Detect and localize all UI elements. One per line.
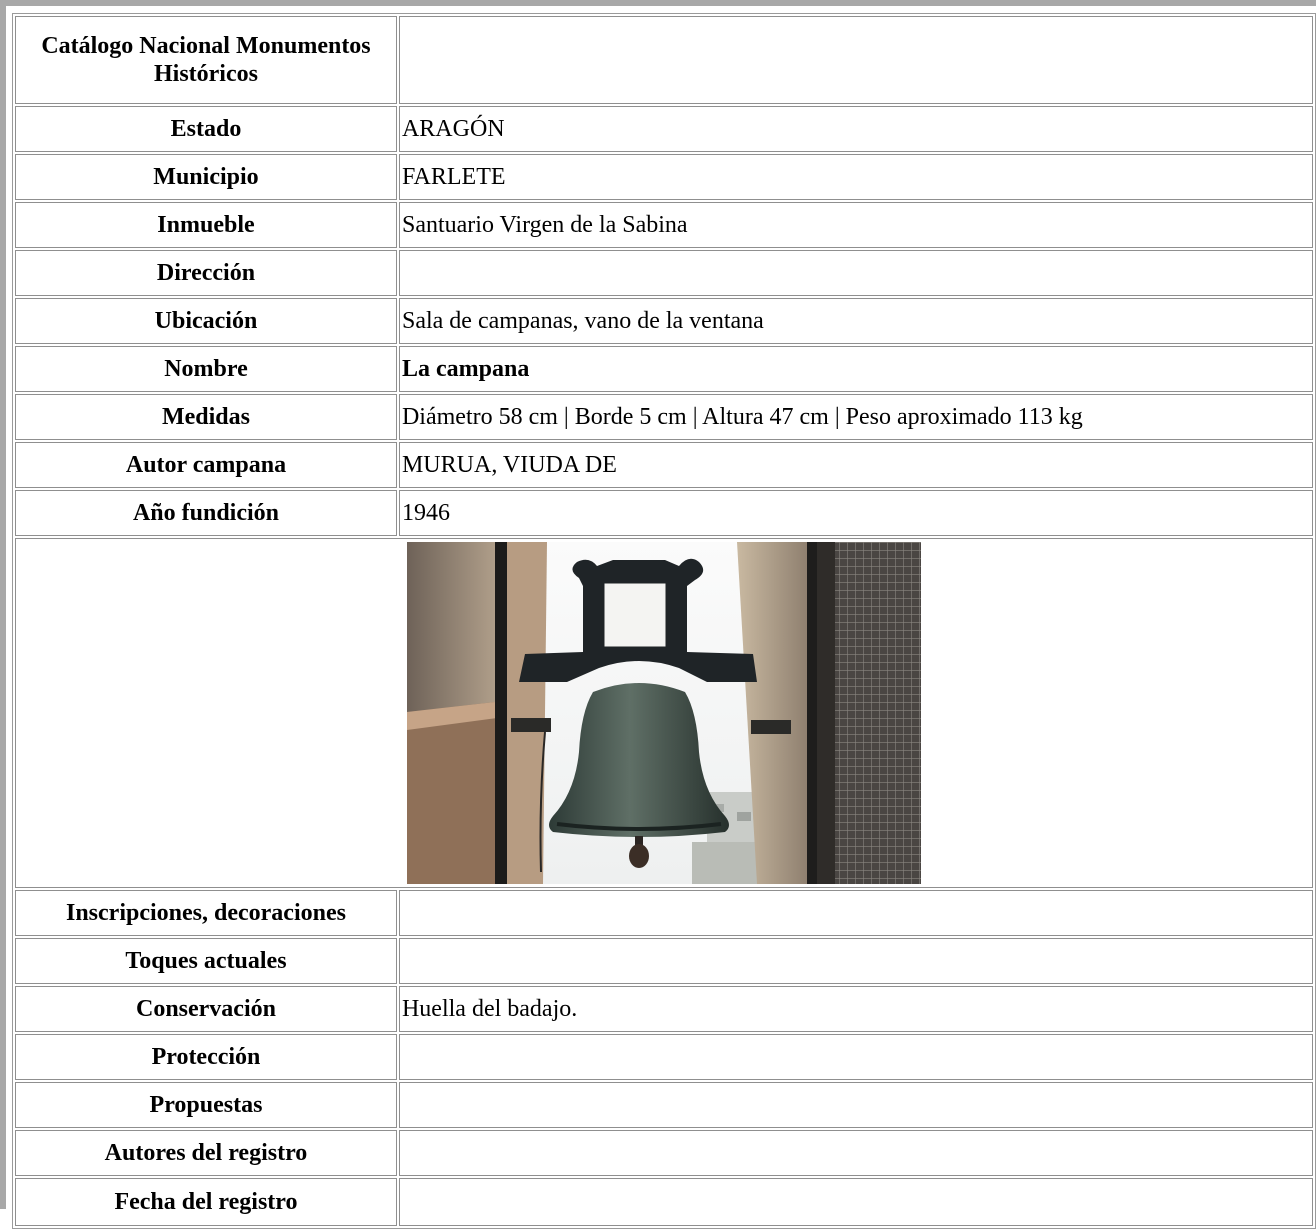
table-row xyxy=(15,106,1313,152)
row-label-conservacion: Conservación xyxy=(15,986,397,1032)
table-row xyxy=(15,394,1313,440)
row-value-inmueble: Santuario Virgen de la Sabina xyxy=(399,202,1313,248)
row-label-inscripciones: Inscripciones, decoraciones xyxy=(15,890,397,936)
row-label-ubicacion: Ubicación xyxy=(15,298,397,344)
table-row xyxy=(15,986,1313,1032)
row-value-fecha-registro xyxy=(399,1178,1313,1226)
row-label-inmueble: Inmueble xyxy=(15,202,397,248)
row-value-municipio: FARLETE xyxy=(399,154,1313,200)
row-label-autores-registro: Autores del registro xyxy=(15,1130,397,1176)
row-label-propuestas: Propuestas xyxy=(15,1082,397,1128)
row-label-direccion: Dirección xyxy=(15,250,397,296)
row-value-ubicacion: Sala de campanas, vano de la ventana xyxy=(399,298,1313,344)
row-label-catalogo: Catálogo Nacional Monumentos Históricos xyxy=(15,16,397,104)
row-value-autores-registro xyxy=(399,1130,1313,1176)
row-label-autor-campana: Autor campana xyxy=(15,442,397,488)
row-value-catalogo xyxy=(399,16,1313,104)
row-label-nombre: Nombre xyxy=(15,346,397,392)
row-value-inscripciones xyxy=(399,890,1313,936)
row-value-medidas: Diámetro 58 cm | Borde 5 cm | Altura 47 cm | Peso aproximado 113 kg xyxy=(399,394,1313,440)
row-value-autor-campana: MURUA, VIUDA DE xyxy=(399,442,1313,488)
row-value-nombre: La campana xyxy=(399,346,1313,392)
row-value-estado: ARAGÓN xyxy=(399,106,1313,152)
photo-row xyxy=(15,538,1313,888)
table-row xyxy=(15,1082,1313,1128)
table-row xyxy=(15,154,1313,200)
table-row xyxy=(15,250,1313,296)
row-label-municipio: Municipio xyxy=(15,154,397,200)
row-value-conservacion: Huella del badajo. xyxy=(399,986,1313,1032)
table-row xyxy=(15,1034,1313,1080)
row-label-fecha-registro: Fecha del registro xyxy=(15,1178,397,1226)
row-value-proteccion xyxy=(399,1034,1313,1080)
table-row xyxy=(15,298,1313,344)
table-row xyxy=(15,938,1313,984)
row-label-medidas: Medidas xyxy=(15,394,397,440)
table-row xyxy=(15,346,1313,392)
row-value-direccion xyxy=(399,250,1313,296)
table-row xyxy=(15,490,1313,536)
row-value-propuestas xyxy=(399,1082,1313,1128)
row-label-ano-fundicion: Año fundición xyxy=(15,490,397,536)
photo-cell xyxy=(15,538,1313,888)
bell-record-table xyxy=(12,13,1316,1229)
table-row xyxy=(15,202,1313,248)
bell-photo xyxy=(407,542,921,884)
table-row xyxy=(15,16,1313,104)
table-row xyxy=(15,1130,1313,1176)
table-row xyxy=(15,1178,1313,1226)
row-label-proteccion: Protección xyxy=(15,1034,397,1080)
row-value-ano-fundicion: 1946 xyxy=(399,490,1313,536)
table-row xyxy=(15,890,1313,936)
row-label-toques-actuales: Toques actuales xyxy=(15,938,397,984)
table-row xyxy=(15,442,1313,488)
row-value-toques-actuales xyxy=(399,938,1313,984)
row-label-estado: Estado xyxy=(15,106,397,152)
